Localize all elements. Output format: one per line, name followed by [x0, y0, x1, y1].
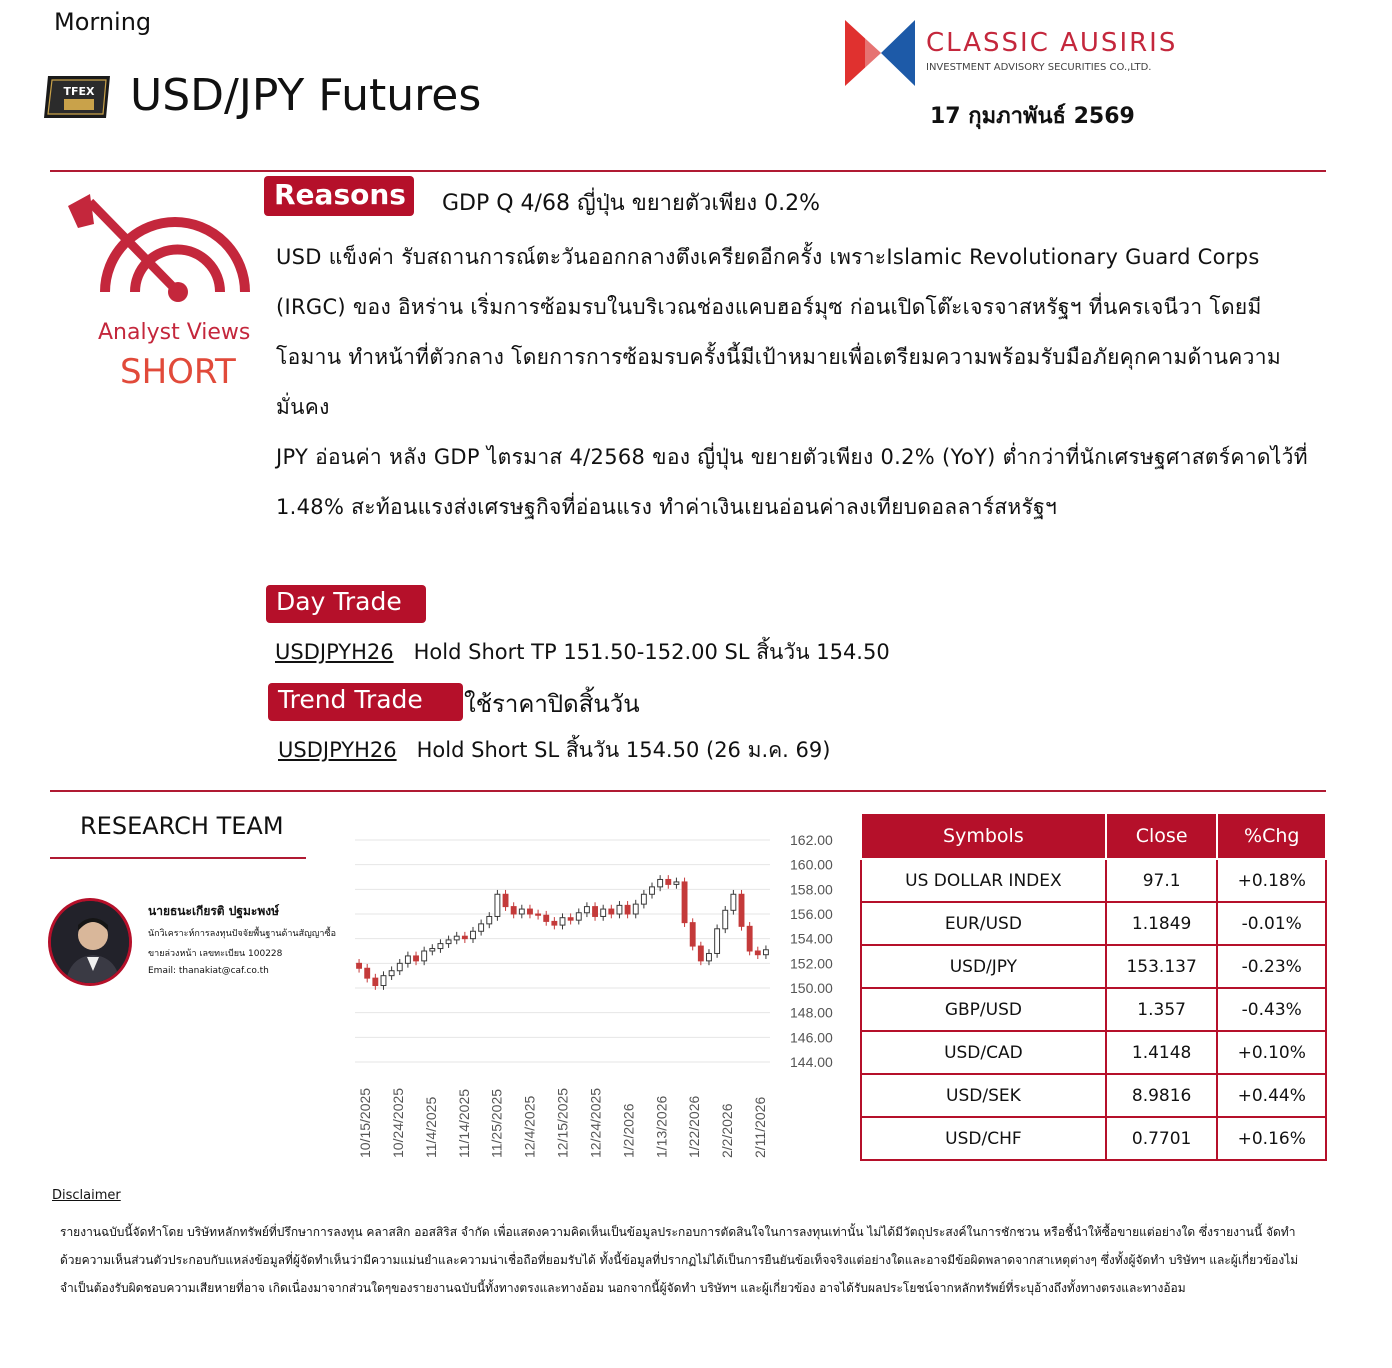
day-trade-recommendation	[275, 636, 890, 669]
candle-body	[707, 953, 712, 960]
reason-paragraph-jpy: JPY อ่อนค่า หลัง GDP ไตรมาส 4/2568 ของ ญี่ปุ่น ขยายตัวเพียง 0.2% (YoY) ต่ำกว่าที่นักเศรษฐศาสตร์คาดไว้ที่ 1.48% สะท้อนแรงส่งเศรษฐกิจที่อ่อนแรง ทำค่าเงินเยนอ่อนค่าลงเทียบดอลลาร์สหรัฐฯ	[276, 445, 1308, 519]
candle-body	[633, 904, 638, 914]
close-cell: 97.1	[1106, 859, 1218, 902]
candle-body	[397, 963, 402, 970]
day-trade-text: Hold Short TP 151.50-152.00 SL สิ้นวัน 154.50	[413, 640, 890, 664]
target-arrow-icon	[60, 192, 255, 322]
x-tick-label: 1/13/2026	[653, 1095, 670, 1158]
symbol-cell: USD/CAD	[861, 1031, 1106, 1074]
symbol-cell: GBP/USD	[861, 988, 1106, 1031]
candle-body	[536, 914, 541, 915]
y-tick-label: 156.00	[790, 906, 833, 922]
candle-body	[552, 921, 557, 925]
header-divider	[50, 170, 1326, 172]
page-title: USD/JPY Futures	[130, 70, 482, 121]
chg-cell: +0.10%	[1217, 1031, 1326, 1074]
candle-body	[389, 971, 394, 976]
candle-body	[690, 923, 695, 946]
table-row	[861, 945, 1326, 988]
analyst-avatar	[48, 898, 132, 986]
x-tick-label: 1/2/2026	[620, 1103, 637, 1158]
trend-trade-symbol: USDJPYH26	[278, 738, 397, 762]
analyst-description-1: นักวิเคราะห์การลงทุนปัจจัยพื้นฐานด้านสัญญาซื้อ	[148, 929, 336, 939]
brand-subtitle: INVESTMENT ADVISORY SECURITIES CO.,LTD.	[926, 62, 1152, 73]
table-row	[861, 859, 1326, 902]
trend-trade-text: Hold Short SL สิ้นวัน 154.50 (26 ม.ค. 69)	[416, 738, 831, 762]
chg-cell: +0.16%	[1217, 1117, 1326, 1160]
x-tick-label: 2/2/2026	[719, 1103, 736, 1158]
disclaimer-title: Disclaimer	[52, 1188, 121, 1203]
y-tick-label: 160.00	[790, 856, 833, 873]
column-header-chg: %Chg	[1217, 813, 1326, 859]
reasons-headline: GDP Q 4/68 ญี่ปุ่น ขยายตัวเพียง 0.2%	[442, 191, 821, 216]
candle-body	[357, 963, 362, 968]
candle-body	[674, 882, 679, 884]
trend-trade-tag: Trend Trade	[268, 683, 463, 721]
y-tick-label: 158.00	[790, 881, 833, 898]
symbol-cell: US DOLLAR INDEX	[861, 859, 1106, 902]
candle-body	[601, 909, 606, 916]
candle-body	[544, 915, 549, 921]
chg-cell: -0.43%	[1217, 988, 1326, 1031]
analyst-recommendation: SHORT	[120, 352, 236, 392]
x-tick-label: 1/22/2026	[686, 1095, 703, 1158]
candle-body	[430, 949, 435, 951]
research-underline	[50, 857, 306, 859]
column-header-symbols: Symbols	[861, 813, 1106, 859]
candle-body	[666, 879, 671, 884]
close-cell: 0.7701	[1106, 1117, 1218, 1160]
x-tick-label: 10/24/2025	[389, 1087, 406, 1158]
candle-body	[747, 926, 752, 951]
x-tick-label: 10/15/2025	[357, 1087, 373, 1158]
candle-body	[479, 924, 484, 931]
candle-body	[731, 894, 736, 910]
table-row	[861, 1074, 1326, 1117]
research-team-title: RESEARCH TEAM	[80, 812, 284, 840]
chg-cell: -0.23%	[1217, 945, 1326, 988]
x-tick-label: 12/4/2025	[521, 1095, 538, 1158]
symbol-cell: EUR/USD	[861, 902, 1106, 945]
y-tick-label: 144.00	[790, 1054, 833, 1070]
candle-body	[698, 946, 703, 961]
y-tick-label: 150.00	[790, 980, 833, 996]
day-trade-tag: Day Trade	[266, 585, 426, 623]
reason-paragraph-usd: USD แข็งค่า รับสถานการณ์ตะวันออกกลางตึงเครียดอีกครั้ง เพราะIslamic Revolutionary Guard Corps (IRGC) ของ อิหร่าน เริ่มการซ้อมรบในบริเวณช่องแคบฮอร์มุซ ก่อนเปิดโต๊ะเจรจาสหรัฐฯ ที่นครเจนีวา โดยมี โอมาน ทำหน้าที่ตัวกลาง โดยการการซ้อมรบครั้งนี้มีเป้าหมายเพื่อเตรียมความพร้อมรับมือภัยคุกคามด้านความมั่นคง	[276, 245, 1281, 419]
candle-body	[528, 909, 533, 914]
x-tick-label: 11/14/2025	[455, 1088, 472, 1158]
market-table	[860, 812, 1327, 1161]
candle-body	[658, 879, 663, 886]
candle-body	[462, 936, 467, 938]
candle-body	[373, 978, 378, 985]
candle-body	[454, 936, 459, 940]
x-tick-label: 12/24/2025	[587, 1087, 604, 1158]
report-date: 17 กุมภาพันธ์ 2569	[930, 104, 1135, 129]
candle-body	[405, 956, 410, 963]
candle-body	[755, 951, 760, 955]
symbol-cell: USD/JPY	[861, 945, 1106, 988]
close-cell: 8.9816	[1106, 1074, 1218, 1117]
chg-cell: +0.18%	[1217, 859, 1326, 902]
candle-body	[723, 910, 728, 929]
candle-body	[365, 968, 370, 978]
x-tick-label: 11/4/2025	[422, 1096, 439, 1158]
candle-body	[487, 916, 492, 923]
y-tick-label: 146.00	[790, 1029, 833, 1046]
y-tick-label: 154.00	[790, 930, 833, 947]
x-tick-label: 2/11/2026	[752, 1096, 768, 1158]
candle-body	[560, 918, 565, 925]
close-cell: 1.357	[1106, 988, 1218, 1031]
y-tick-label: 152.00	[790, 955, 833, 972]
analyst-name: นายธนะเกียรติ ปฐมะพงษ์	[148, 904, 280, 918]
candle-body	[511, 907, 516, 914]
tfex-logo-icon	[44, 74, 114, 120]
chg-cell: +0.44%	[1217, 1074, 1326, 1117]
table-row	[861, 902, 1326, 945]
candle-body	[495, 894, 500, 916]
candle-body	[503, 894, 508, 906]
candle-body	[422, 951, 427, 961]
candle-body	[625, 905, 630, 914]
candle-body	[617, 905, 622, 914]
candle-body	[381, 976, 386, 986]
table-row	[861, 988, 1326, 1031]
table-row	[861, 1031, 1326, 1074]
candle-body	[682, 882, 687, 923]
symbol-cell: USD/SEK	[861, 1074, 1106, 1117]
candle-body	[584, 907, 589, 913]
candle-body	[568, 918, 573, 920]
trend-trade-note: ใช้ราคาปิดสิ้นวัน	[464, 690, 640, 718]
candle-body	[641, 894, 646, 904]
analyst-views-label: Analyst Views	[98, 320, 251, 345]
tfex-logo-text: TFEX	[63, 85, 95, 98]
section-divider	[50, 790, 1326, 792]
x-tick-label: 11/25/2025	[488, 1088, 505, 1158]
close-cell: 1.1849	[1106, 902, 1218, 945]
candle-body	[650, 887, 655, 894]
usdjpy-candlestick-chart	[340, 822, 850, 1167]
candle-body	[609, 909, 614, 914]
day-trade-symbol: USDJPYH26	[275, 640, 394, 664]
candle-body	[739, 894, 744, 926]
reasons-tag: Reasons	[264, 176, 414, 216]
symbol-cell: USD/CHF	[861, 1117, 1106, 1160]
close-cell: 1.4148	[1106, 1031, 1218, 1074]
candle-body	[471, 931, 476, 938]
candle-body	[414, 956, 419, 961]
table-row	[861, 1117, 1326, 1160]
classic-ausiris-logo-icon	[845, 18, 915, 88]
y-tick-label: 162.00	[790, 832, 833, 848]
trend-trade-recommendation	[278, 734, 830, 767]
table-header-row	[861, 813, 1326, 859]
candle-body	[576, 913, 581, 920]
column-header-close: Close	[1106, 813, 1218, 859]
analyst-description-2: ขายล่วงหน้า เลขทะเบียน 100228	[148, 949, 283, 959]
candle-body	[715, 929, 720, 954]
candle-body	[438, 944, 443, 949]
close-cell: 153.137	[1106, 945, 1218, 988]
brand-name: CLASSIC AUSIRIS	[926, 28, 1178, 58]
candle-body	[593, 907, 598, 917]
x-tick-label: 12/15/2025	[554, 1087, 571, 1158]
chg-cell: -0.01%	[1217, 902, 1326, 945]
y-tick-label: 148.00	[790, 1004, 833, 1021]
disclaimer-text: รายงานฉบับนี้จัดทำโดย บริษัทหลักทรัพย์ที่ปรึกษาการลงทุน คลาสสิก ออสสิริส จำกัด เพื่อแสดงความคิดเห็นเป็นข้อมูลประกอบการตัดสินใจในการลงทุนเท่านั้น ไม่ได้มีวัตถุประสงค์ในการชักชวน หรือชี้นำให้ซื้อขายแต่อย่างใด ซึ่งรายงานนี้ จัดทำด้วยความเห็นส่วนตัวประกอบกับแหล่งข้อมูลที่ผู้จัดทำเห็นว่ามีความแม่นยำและความน่าเชื่อถือที่ยอมรับได้ ทั้งนี้ข้อมูลที่ปรากฏไม่ได้เป็นการยืนยันข้อเท็จจริงแต่อย่างใดและอาจมีข้อผิดพลาดจากสาเหตุต่างๆ ซึ่งทั้งผู้จัดทำ บริษัทฯ และผู้เกี่ยวข้องไม่จำเป็นต้องรับผิดชอบความเสียหายที่อาจ เกิดเนื่องมาจากส่วนใดๆของรายงานฉบับนี้ทั้งทางตรงและทางอ้อม นอกจากนี้ผู้จัดทำ บริษัทฯ และผู้เกี่ยวข้อง อาจได้รับผลประโยชน์จากหลักทรัพย์ที่ระบุอ้างถึงทั้งทางตรงและทางอ้อม	[60, 1225, 1299, 1295]
candle-body	[519, 909, 524, 914]
candle-body	[763, 950, 768, 955]
candle-body	[446, 940, 451, 944]
analyst-email: Email: thanakiat@caf.co.th	[148, 966, 269, 976]
session-label: Morning	[54, 8, 152, 36]
